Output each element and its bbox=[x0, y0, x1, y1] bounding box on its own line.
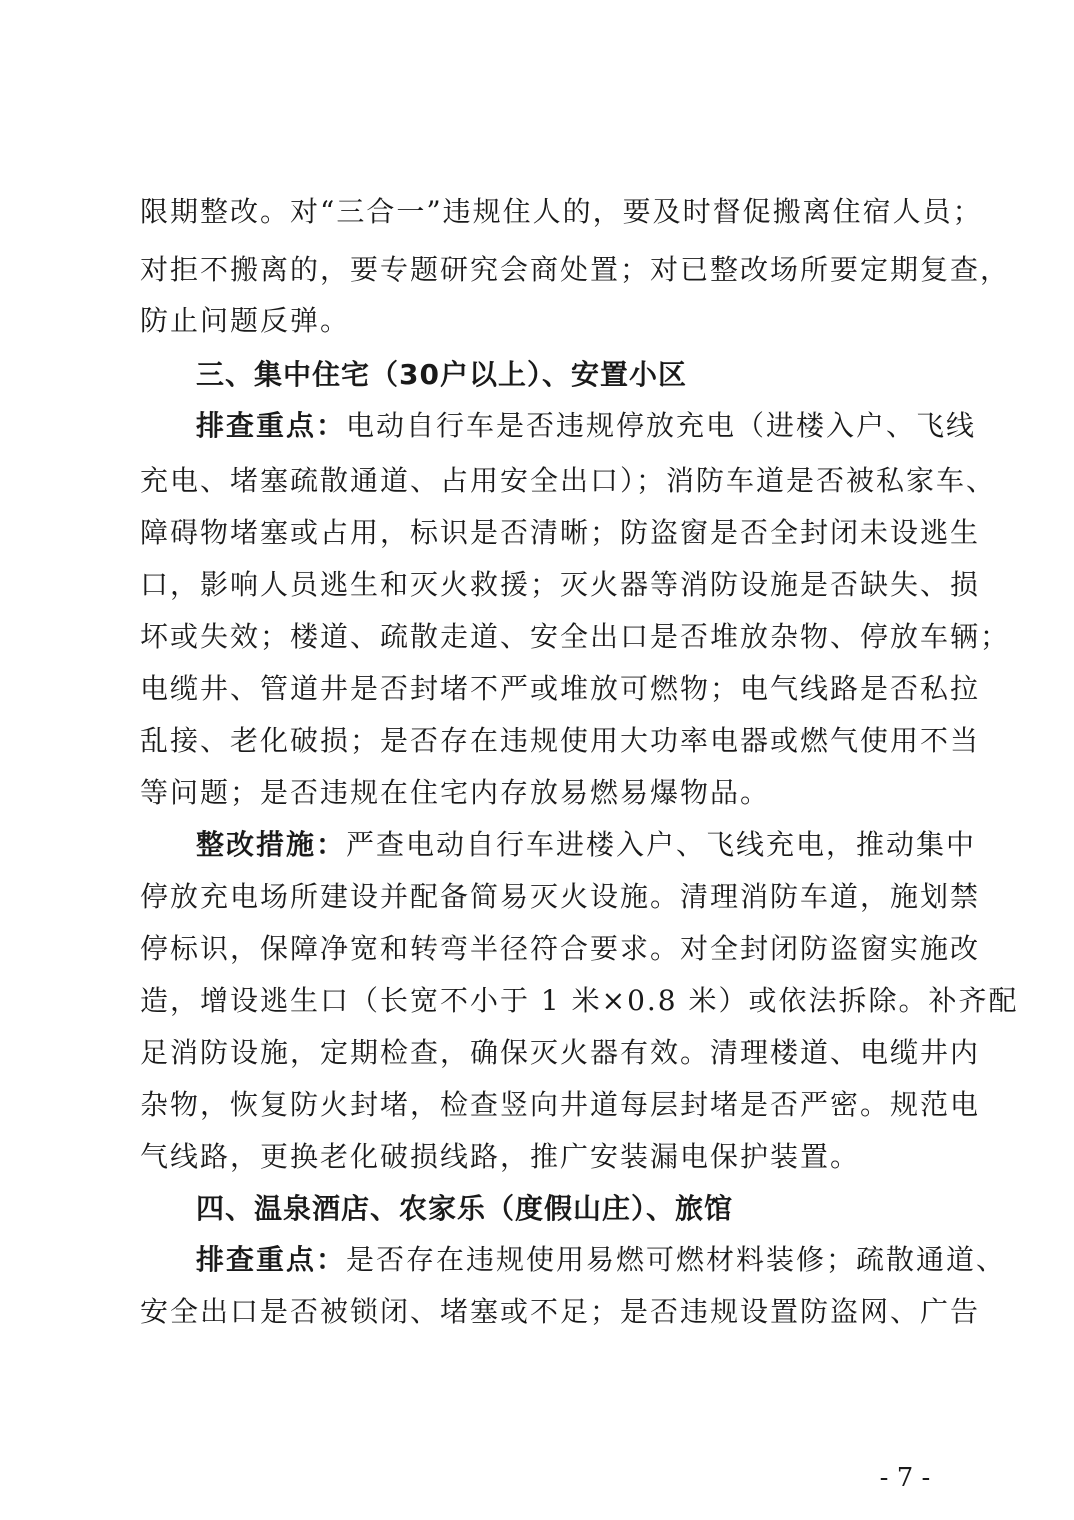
paragraph-line: 杂物，恢复防火封堵，检查竖向井道每层封堵是否严密。规范电 bbox=[140, 1088, 981, 1121]
page-number: - 7 - bbox=[879, 1463, 931, 1493]
rectification-label: 整改措施： bbox=[196, 828, 347, 861]
inspection-first-line bbox=[196, 1240, 1007, 1280]
paragraph-text: 是否存在违规使用易燃可燃材料装修；疏散通道、 bbox=[346, 1243, 1007, 1276]
inspection-label: 排查重点： bbox=[196, 1243, 347, 1276]
paragraph-line: 造，增设逃生口（长宽不小于 1 米×0.8 米）或依法拆除。补齐配 bbox=[140, 984, 1019, 1017]
paragraph-line: 限期整改。对“三合一”违规住人的，要及时督促搬离住宿人员； bbox=[140, 195, 983, 228]
paragraph-line: 停放充电场所建设并配备简易灭火设施。清理消防车道，施划禁 bbox=[140, 880, 981, 913]
paragraph-line: 充电、堵塞疏散通道、占用安全出口）；消防车道是否被私家车、 bbox=[140, 464, 997, 497]
paragraph-line: 口，影响人员逃生和灭火救援；灭火器等消防设施是否缺失、损 bbox=[140, 568, 981, 601]
paragraph-line: 气线路，更换老化破损线路，推广安装漏电保护装置。 bbox=[140, 1140, 861, 1173]
rectification-first-line bbox=[196, 825, 977, 865]
section-heading: 四、温泉酒店、农家乐（度假山庄）、旅馆 bbox=[196, 1192, 734, 1225]
paragraph-text: 严查电动自行车进楼入户、飞线充电，推动集中 bbox=[346, 828, 977, 861]
inspection-first-line bbox=[196, 406, 977, 446]
paragraph-line: 乱接、老化破损；是否存在违规使用大功率电器或燃气使用不当 bbox=[140, 724, 981, 757]
paragraph-line: 防止问题反弹。 bbox=[140, 304, 351, 337]
paragraph-line: 安全出口是否被锁闭、堵塞或不足；是否违规设置防盗网、广告 bbox=[140, 1295, 981, 1328]
paragraph-line: 等问题；是否违规在住宅内存放易燃易爆物品。 bbox=[140, 776, 771, 809]
paragraph-line: 足消防设施，定期检查，确保灭火器有效。清理楼道、电缆井内 bbox=[140, 1036, 981, 1069]
paragraph-line: 障碍物堵塞或占用，标识是否清晰；防盗窗是否全封闭未设逃生 bbox=[140, 516, 981, 549]
paragraph-line: 停标识，保障净宽和转弯半径符合要求。对全封闭防盗窗实施改 bbox=[140, 932, 981, 965]
paragraph-line: 电缆井、管道井是否封堵不严或堆放可燃物；电气线路是否私拉 bbox=[140, 672, 981, 705]
inspection-label: 排查重点： bbox=[196, 409, 347, 442]
paragraph-text: 电动自行车是否违规停放充电（进楼入户、飞线 bbox=[346, 409, 977, 442]
section-heading: 三、集中住宅（30户以上）、安置小区 bbox=[196, 358, 687, 391]
paragraph-line: 对拒不搬离的，要专题研究会商处置；对已整改场所要定期复查， bbox=[140, 253, 1011, 286]
paragraph-line: 坏或失效；楼道、疏散走道、安全出口是否堆放杂物、停放车辆； bbox=[140, 620, 1011, 653]
